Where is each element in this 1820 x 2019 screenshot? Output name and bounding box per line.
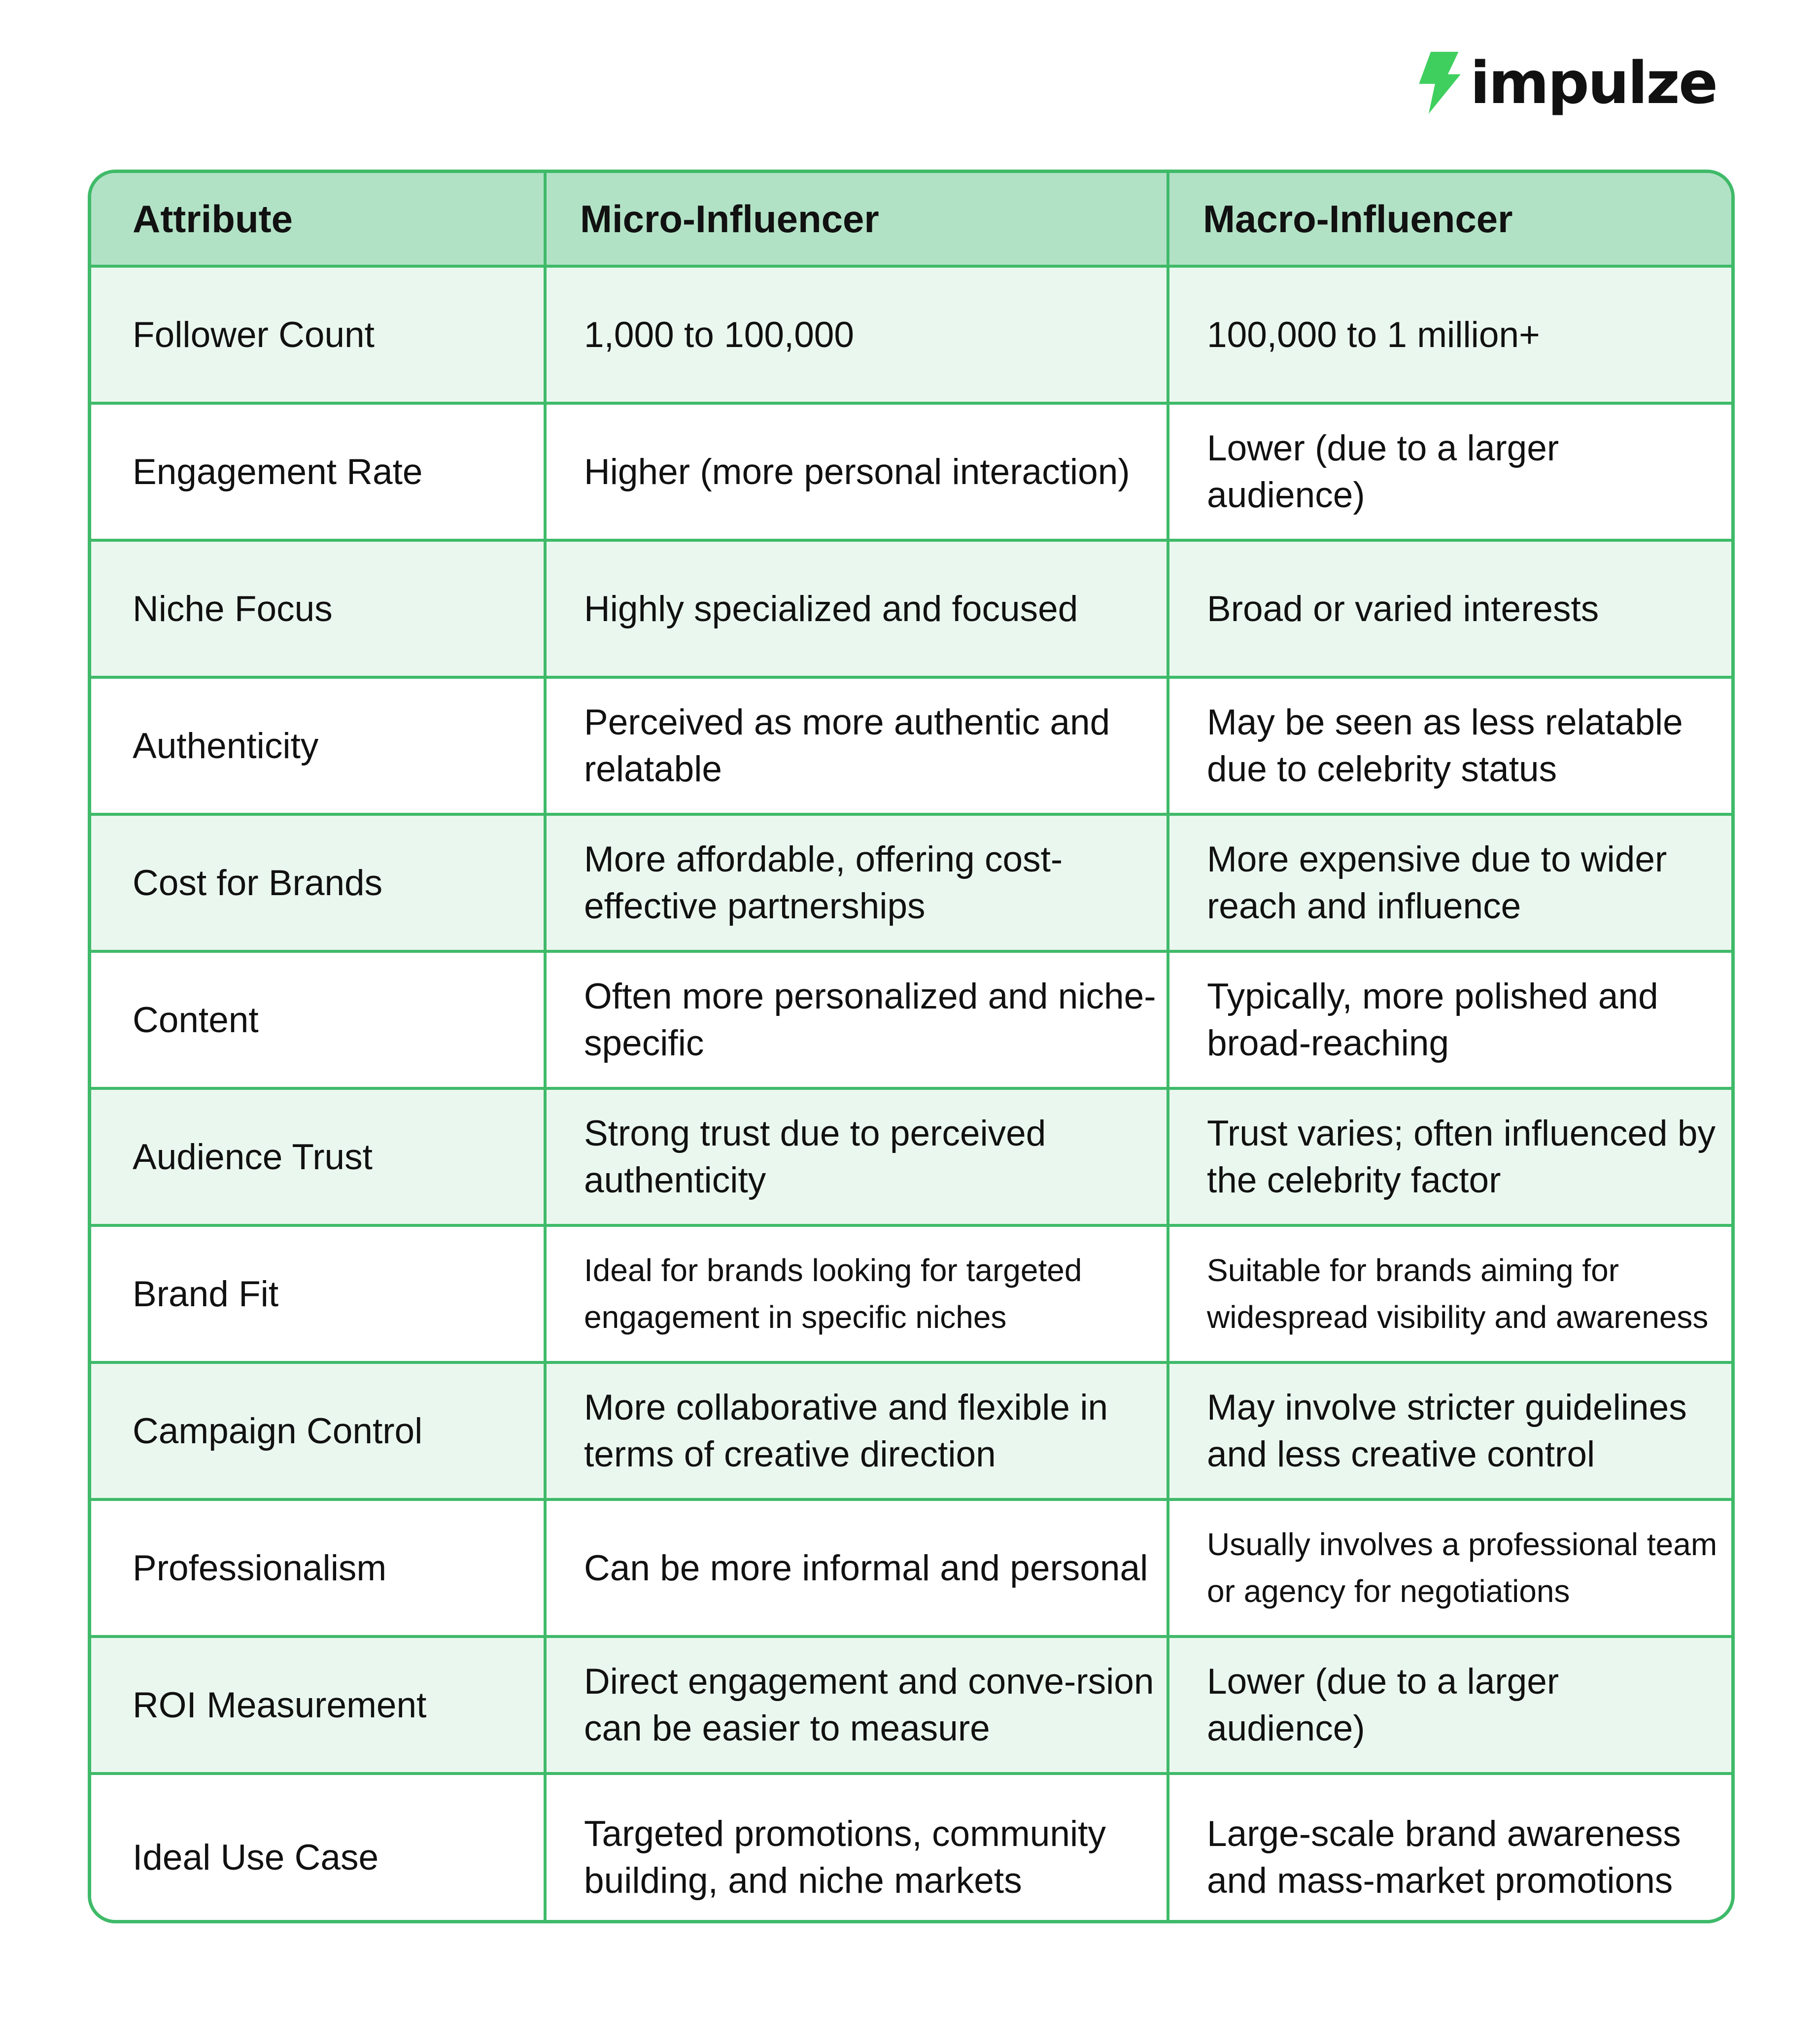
table-row — [91, 677, 1731, 814]
macro-cell: May involve stricter guidelines and less creative control — [1168, 1362, 1731, 1499]
micro-cell: Strong trust due to perceived authenticity — [545, 1088, 1168, 1225]
table-row — [91, 1774, 1731, 1923]
brand-logo — [1409, 48, 1717, 117]
attribute-cell: Professionalism — [91, 1499, 545, 1636]
micro-cell: Higher (more personal interaction) — [545, 403, 1168, 540]
macro-cell: Broad or varied interests — [1168, 540, 1731, 677]
attribute-cell: ROI Measurement — [91, 1636, 545, 1774]
attribute-cell: Brand Fit — [91, 1225, 545, 1362]
table-row — [91, 951, 1731, 1088]
table-row — [91, 540, 1731, 677]
macro-cell: Usually involves a professional team or agency for negotiations — [1168, 1499, 1731, 1636]
attribute-cell: Content — [91, 951, 545, 1088]
micro-cell: Perceived as more authentic and relatable — [545, 677, 1168, 814]
attribute-cell: Follower Count — [91, 266, 545, 403]
micro-cell: More affordable, offering cost-effective partnerships — [545, 814, 1168, 951]
macro-cell: More expensive due to wider reach and influence — [1168, 814, 1731, 951]
table-row — [91, 1362, 1731, 1499]
macro-cell: Trust varies; often influenced by the celebrity factor — [1168, 1088, 1731, 1225]
attribute-cell: Niche Focus — [91, 540, 545, 677]
macro-cell: Typically, more polished and broad-reaching — [1168, 951, 1731, 1088]
macro-cell: Lower (due to a larger audience) — [1168, 403, 1731, 540]
micro-cell: 1,000 to 100,000 — [545, 266, 1168, 403]
table-row — [91, 1499, 1731, 1636]
attribute-cell: Ideal Use Case — [91, 1774, 545, 1923]
micro-cell: Often more personalized and niche-specific — [545, 951, 1168, 1088]
table-row — [91, 1088, 1731, 1225]
attribute-cell: Cost for Brands — [91, 814, 545, 951]
table-row — [91, 1225, 1731, 1362]
macro-cell: May be seen as less relatable due to celebrity status — [1168, 677, 1731, 814]
macro-cell: 100,000 to 1 million+ — [1168, 266, 1731, 403]
macro-cell: Lower (due to a larger audience) — [1168, 1636, 1731, 1774]
micro-cell: Can be more informal and personal — [545, 1499, 1168, 1636]
header-micro-influencer: Micro-Influencer — [545, 173, 1168, 266]
brand-name: impulze — [1470, 49, 1717, 117]
lightning-bolt-icon — [1409, 51, 1463, 115]
header-macro-influencer: Macro-Influencer — [1168, 173, 1731, 266]
micro-cell: Ideal for brands looking for targeted engagement in specific niches — [545, 1225, 1168, 1362]
micro-cell: More collaborative and flexible in terms of creative direction — [545, 1362, 1168, 1499]
micro-cell: Direct engagement and conve-rsion can be easier to measure — [545, 1636, 1168, 1774]
macro-cell: Large-scale brand awareness and mass-market promotions — [1168, 1774, 1731, 1923]
attribute-cell: Engagement Rate — [91, 403, 545, 540]
attribute-cell: Campaign Control — [91, 1362, 545, 1499]
table-row — [91, 266, 1731, 403]
table-row — [91, 403, 1731, 540]
table-row — [91, 814, 1731, 951]
header-attribute: Attribute — [91, 173, 545, 266]
table-header-row — [91, 173, 1731, 266]
micro-cell: Targeted promotions, community building, and niche markets — [545, 1774, 1168, 1923]
micro-cell: Highly specialized and focused — [545, 540, 1168, 677]
macro-cell: Suitable for brands aiming for widespread visibility and awareness — [1168, 1225, 1731, 1362]
attribute-cell: Authenticity — [91, 677, 545, 814]
comparison-table — [88, 170, 1735, 1923]
attribute-cell: Audience Trust — [91, 1088, 545, 1225]
table-row — [91, 1636, 1731, 1774]
